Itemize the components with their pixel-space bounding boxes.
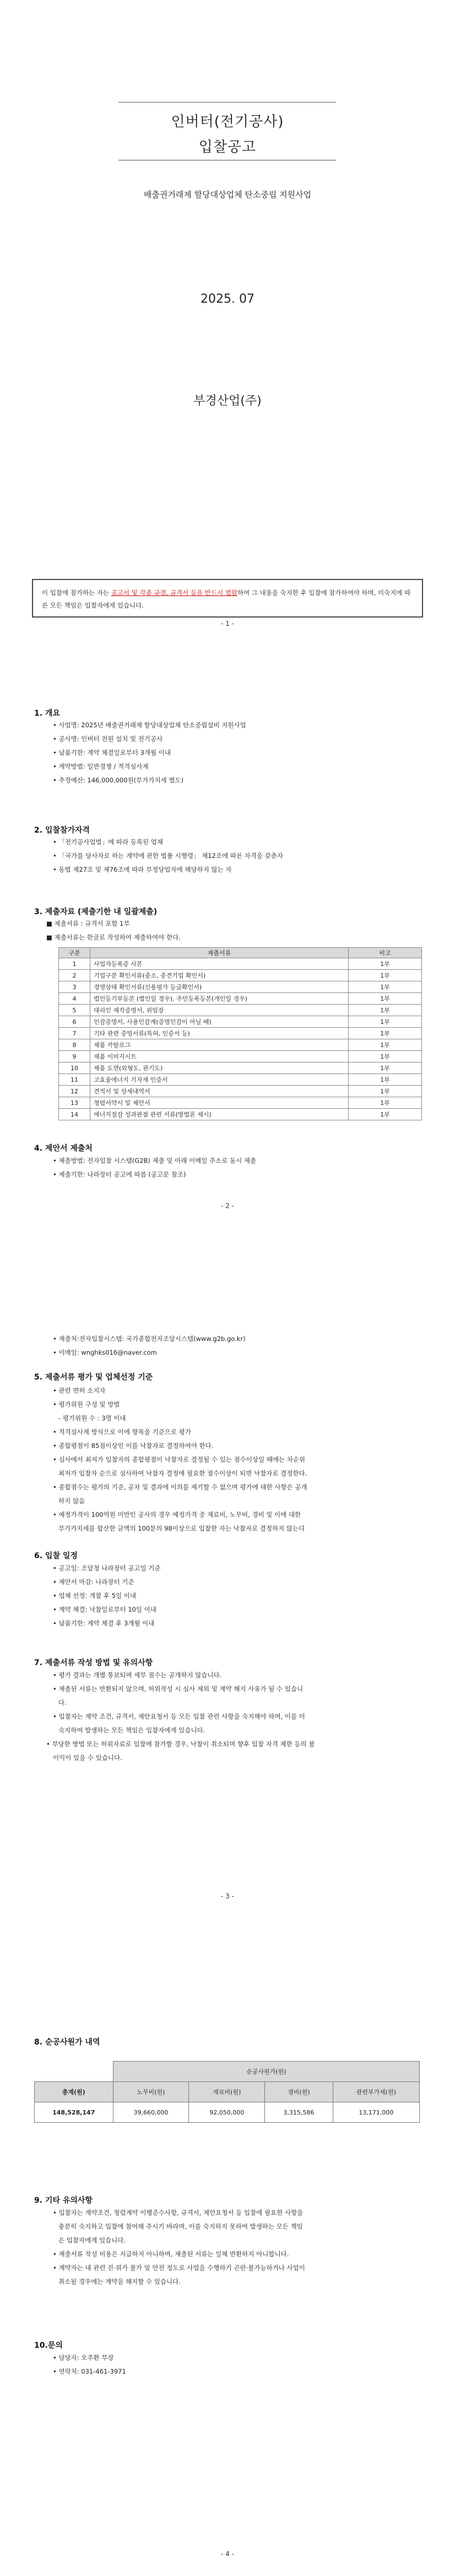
list-item: • 「국가를 당사자로 하는 계약에 관한 법률 시행령」 제12조에 따른 자격을 갖춘자	[53, 852, 283, 860]
documents-table-body	[59, 958, 422, 1120]
section-8-heading: 8. 순공사원가 내역	[34, 2038, 100, 2047]
section-3-heading: 3. 제출자료 (제출기한 내 일괄제출)	[34, 908, 158, 916]
document-name-cell: 대리인 제작증명서, 위임장	[90, 1005, 349, 1016]
table-row	[59, 1074, 422, 1086]
section-10-list	[34, 2351, 425, 2379]
column-header: 구분	[59, 948, 90, 958]
document-name-cell: 기타 관련 증빙서류(특허, 인증서 등)	[90, 1028, 349, 1039]
section-9-heading: 9. 기타 유의사항	[34, 2196, 93, 2205]
documents-table	[58, 947, 422, 1120]
list-item: • 부당한 방법 또는 허위자료로 입찰에 참가할 경우, 낙찰이 취소되며 향후 입찰 자격 제한 등의 불	[46, 1740, 315, 1748]
row-number-cell: 2	[59, 970, 90, 981]
section-7-heading: 7. 제출서류 작성 방법 및 유의사항	[34, 1659, 153, 1667]
column-header: 제출서류	[90, 948, 349, 958]
total-cost-cell: 148,528,147	[35, 2102, 113, 2123]
list-item: • 사업명: 2025년 배출권거래제 할당대상업체 탄소중립설비 지원사업	[53, 721, 246, 729]
remarks-cell: 1부	[349, 981, 422, 993]
document-name-cell: 청렴서약서 및 제안서	[90, 1097, 349, 1109]
list-item: • 입찰자는 계약조건, 청렴계약 이행준수사항, 규격서, 제안요청서 등 입찰에 필요한 사항을	[53, 2209, 304, 2217]
document-name-cell: 법인등기부등본 (법인일 경우), 주민등록등본(개인일 경우)	[90, 993, 349, 1005]
row-number-cell: 1	[59, 958, 90, 970]
notice-highlight: 공고서 및 각종 규정, 규격서 등을 반드시 열람	[111, 589, 237, 597]
document-name-cell: 에너지절감 성과관점 관련 서류(방법론 제시)	[90, 1109, 349, 1120]
list-item: ■ 제출서류 : 규격서 포함 1부	[46, 920, 130, 927]
document-name-cell: 제품 도면(외형도, 관기도)	[90, 1062, 349, 1074]
document-name-cell: 기업구분 확인서류(중소, 중견기업 확인서)	[90, 970, 349, 981]
list-item: • 평가위원 구성 및 방법	[53, 1400, 120, 1408]
row-number-cell: 7	[59, 1028, 90, 1039]
list-item: 취소될 경우에는 계약을 해지할 수 있습니다.	[58, 2278, 181, 2285]
row-number-cell: 9	[59, 1051, 90, 1062]
document-name-cell: 견적서 및 상세내역서	[90, 1086, 349, 1097]
remarks-cell: 1부	[349, 1039, 422, 1051]
section-5-heading: 5. 제출서류 평가 및 업체선정 기준	[34, 1373, 153, 1382]
list-item: 이익이 있을 수 있습니다.	[53, 1754, 122, 1762]
section-5-list	[34, 1384, 425, 1536]
list-item: 숙지하여 발생하는 모든 책임은 입찰자에게 있습니다.	[58, 1726, 205, 1734]
section-2-heading: 2. 입찰참가자격	[34, 826, 90, 835]
row-number-cell: 6	[59, 1016, 90, 1028]
table-header-row	[59, 948, 422, 958]
list-item: 은 입찰자에게 있습니다.	[58, 2236, 126, 2244]
list-item: • 연락처: 031-461-3971	[53, 2368, 126, 2375]
labor-cost-cell: 39,660,000	[113, 2102, 189, 2123]
remarks-cell: 1부	[349, 1028, 422, 1039]
table-row	[59, 1051, 422, 1062]
table-row	[59, 1039, 422, 1051]
column-header: 총계(원)	[35, 2082, 113, 2102]
remarks-cell: 1부	[349, 1005, 422, 1016]
cost-table-title-row	[35, 2062, 420, 2082]
list-item: • 공사명: 인버터 전원 설치 및 전기공사	[53, 735, 163, 743]
table-row	[59, 1062, 422, 1074]
list-item: • 동법 제27조 및 제76조에 따라 부정당업자에 해당하지 않는 자	[53, 866, 232, 873]
table-row	[59, 1016, 422, 1028]
section-2-list	[34, 835, 425, 877]
cover-top-rule	[118, 102, 336, 103]
remarks-cell: 1부	[349, 1109, 422, 1120]
table-row	[59, 1097, 422, 1109]
remarks-cell: 1부	[349, 1051, 422, 1062]
page-number-3: - 3 -	[221, 1892, 234, 1900]
list-item: • 제출된 서류는 반환되지 않으며, 허위작성 시 심사 제외 및 계약 해지 사유가 될 수 있습니	[53, 1685, 304, 1693]
list-item: • 예정가격이 100억원 미만인 공사의 경우 예정가격 중 재료비, 노무비, 경비 및 이에 대한	[53, 1511, 301, 1518]
table-row	[59, 993, 422, 1005]
remarks-cell: 1부	[349, 993, 422, 1005]
remarks-cell: 1부	[349, 1016, 422, 1028]
list-item: 다.	[58, 1699, 67, 1706]
cost-table	[34, 2061, 420, 2123]
document-subtitle: 입찰공고	[198, 139, 257, 155]
row-number-cell: 12	[59, 1086, 90, 1097]
page-number-4: - 4 -	[221, 2550, 234, 2558]
table-row	[35, 2102, 420, 2123]
table-row	[59, 1109, 422, 1120]
list-item: • 제안서 마감: 나라장터 기준	[53, 1578, 134, 1586]
document-date: 2025. 07	[201, 292, 254, 306]
list-item: • 제출처:전자입찰시스템: 국가종합전자조달시스템(www.g2b.go.kr)	[53, 1335, 246, 1343]
list-item: • 제출방법: 전자입찰 시스템(G2B) 제출 및 아래 이메일 주소로 동시 제출	[53, 1157, 257, 1164]
section-6-heading: 6. 입찰 일정	[34, 1552, 78, 1560]
list-item: • 심사에서 최저가 입찰자의 종합평점이 낙찰자로 결정될 수 있는 점수이상일 때에는 차순위	[53, 1456, 306, 1463]
list-item: • 입찰자는 계약 조건, 규격서, 제안요청서 등 모든 입찰 관련 사항을 숙지해야 하며, 이를 미	[53, 1713, 305, 1720]
list-item: - 평가위원 수 : 3명 이내	[58, 1414, 126, 1422]
section-10-heading: 10.문의	[34, 2341, 63, 2350]
list-item: ■ 제출서류는 한글로 작성하여 제출하여야 한다.	[46, 933, 181, 941]
document-name-cell: 경영상태 확인서류(신용평가 등급확인서)	[90, 981, 349, 993]
list-item: 최저가 입찰자 순으로 심사하여 낙찰자 결정에 필요한 점수이상이 되면 낙찰자로 결정한다.	[58, 1469, 307, 1477]
section-7-list	[34, 1668, 425, 1765]
row-number-cell: 14	[59, 1109, 90, 1120]
column-header: 재료비(원)	[189, 2082, 265, 2102]
column-header: 관련부가세(원)	[333, 2082, 419, 2102]
material-cost-cell: 92,050,000	[189, 2102, 265, 2123]
list-item: • 업체 선정: 개찰 후 5일 이내	[53, 1592, 136, 1600]
list-item: • 적격심사제 방식으로 이에 항목을 기준으로 평가	[53, 1428, 191, 1436]
company-name: 부경산업(주)	[193, 394, 262, 408]
list-item: • 종합점수는 평가의 기준, 공차 및 결과에 이의를 제기할 수 없으며 평가에 대한 사항은 공개	[53, 1483, 307, 1491]
table-row	[59, 981, 422, 993]
document-name-cell: 인감증명서, 사용인감계(증명인감이 아닐 때)	[90, 1016, 349, 1028]
section-3-intro	[34, 917, 425, 944]
row-number-cell: 4	[59, 993, 90, 1005]
list-item: • 납품기한: 계약 체결 후 3개월 이내	[53, 1619, 155, 1627]
row-number-cell: 13	[59, 1097, 90, 1109]
section-4-heading: 4. 제안서 제출처	[34, 1144, 93, 1153]
table-row	[59, 1028, 422, 1039]
section-4-continued	[34, 1332, 425, 1360]
section-1-list	[34, 718, 425, 787]
cost-table-title: 순공사원가(원)	[113, 2062, 420, 2082]
list-item: • 이메일: wnghks016@naver.com	[53, 1349, 157, 1356]
column-header: 경비(원)	[265, 2082, 333, 2102]
table-row	[59, 1005, 422, 1016]
list-item: 부가가치세를 합산한 금액의 100분의 98이상으로 입찰한 자는 낙찰자로 결정하지 않는다	[58, 1525, 305, 1532]
list-item: • 평가 결과는 개별 통보되며 세부 점수는 공개하지 않습니다.	[53, 1671, 222, 1679]
list-item: • 관련 면허 소지자	[53, 1387, 106, 1394]
remarks-cell: 1부	[349, 1062, 422, 1074]
row-number-cell: 3	[59, 981, 90, 993]
list-item: • 추정예산: 146,000,000원(부가가치세 별도)	[53, 776, 184, 784]
list-item: 하지 않음	[58, 1497, 85, 1505]
document-name-cell: 고효율에너지 기자재 인증서	[90, 1074, 349, 1086]
column-header: 노무비(원)	[113, 2082, 189, 2102]
list-item: • 종합평점이 85점이상인 이를 낙찰자로 결정하여야 한다.	[53, 1442, 214, 1450]
page-number-1: - 1 -	[221, 620, 234, 627]
document-title: 인버터(전기공사)	[171, 114, 284, 130]
table-row	[59, 958, 422, 970]
page-number-2: - 2 -	[221, 1202, 234, 1210]
document-name-cell: 제품 카탈로그	[90, 1039, 349, 1051]
document-name-cell: 제품 이미지시트	[90, 1051, 349, 1062]
remarks-cell: 1부	[349, 1097, 422, 1109]
section-4-list	[34, 1154, 425, 1182]
list-item: • 제출서류 작성 비용은 지급하지 아니하며, 제출된 서류는 일체 반환하지 아니합니다.	[53, 2250, 289, 2258]
remarks-cell: 1부	[349, 1086, 422, 1097]
row-number-cell: 8	[59, 1039, 90, 1051]
section-9-list	[34, 2206, 425, 2289]
row-number-cell: 11	[59, 1074, 90, 1086]
section-1-heading: 1. 개요	[34, 709, 60, 718]
list-item: • 계약방법: 일반경쟁 / 적격심사제	[53, 763, 149, 770]
row-number-cell: 10	[59, 1062, 90, 1074]
cost-table-header-row	[35, 2082, 420, 2102]
vat-cost-cell: 13,171,000	[333, 2102, 419, 2123]
list-item: • 「전기공사업법」에 따라 등록된 업체	[53, 838, 163, 846]
expense-cost-cell: 3,315,586	[265, 2102, 333, 2123]
table-row	[59, 970, 422, 981]
row-number-cell: 5	[59, 1005, 90, 1016]
list-item: • 계약자는 내 관련 진·위가 불가 및 안전 정도로 사업을 수행하기 곤란·불가능하거나 사업이	[53, 2264, 305, 2272]
bid-notice-box	[32, 579, 423, 618]
project-name: 배출권거래제 할당대상업체 탄소중립 지원사업	[143, 190, 312, 200]
list-item: 충분히 숙지하고 입찰에 참여해 주시기 바라며, 이를 숙지하지 못하여 발생하는 모든 책임	[58, 2223, 303, 2230]
list-item: • 담당자: 오주환 부장	[53, 2354, 114, 2362]
list-item: • 공고일: 조달청 나라장터 공고일 기준	[53, 1564, 161, 1572]
remarks-cell: 1부	[349, 958, 422, 970]
remarks-cell: 1부	[349, 1074, 422, 1086]
list-item: • 제출기한: 나라장터 공고에 따름 (공고문 참조)	[53, 1171, 186, 1178]
column-header: 비고	[349, 948, 422, 958]
notice-text-2: 하여 그 내용을 숙지한 후 입찰에 참가하여야 하며, 미숙지에 따른 모든 책임은 입찰자에게 있습니다.	[42, 589, 411, 609]
section-6-list	[34, 1561, 425, 1630]
remarks-cell: 1부	[349, 970, 422, 981]
list-item: • 납품기한: 계약 체결일로부터 3개월 이내	[53, 749, 171, 756]
notice-text-1: 이 입찰에 참가하는 자는	[42, 589, 111, 597]
document-name-cell: 사업자등록증 사본	[90, 958, 349, 970]
list-item: • 계약 체결: 낙찰일로부터 10일 이내	[53, 1606, 156, 1613]
table-row	[59, 1086, 422, 1097]
